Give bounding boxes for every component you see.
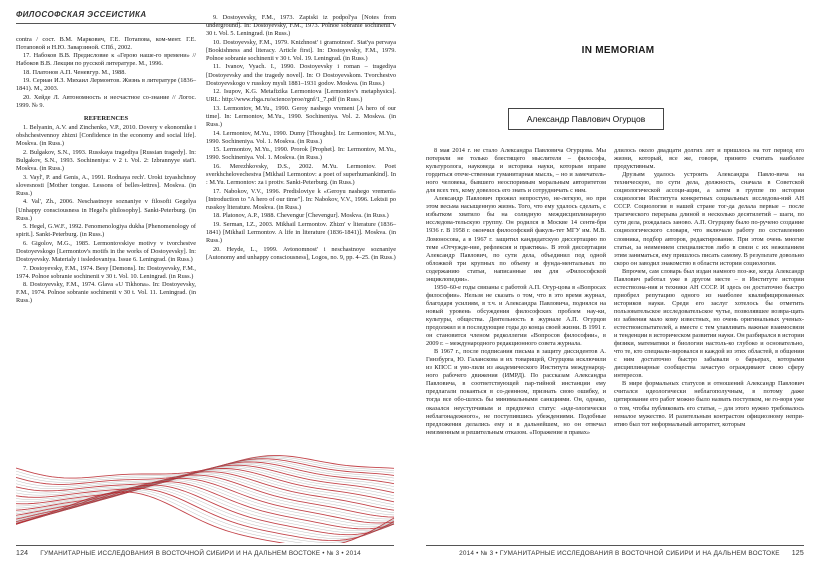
references-heading: REFERENCES bbox=[83, 115, 129, 123]
journal-title: ГУМАНИТАРНЫЕ ИССЛЕДОВАНИЯ В ВОСТОЧНОЙ СИБИРИ И НА ДАЛЬНЕМ ВОСТОКЕ • № 3 • 2014 bbox=[40, 550, 361, 557]
memoriam-text-1 bbox=[426, 147, 606, 437]
reference-item: 13. Lermontov, M.Yu., 1990. Geroy nashego vremeni [A hero of our time]. In: Lermontov, M.Yu., 1990. Sochineniya. Vol. 2. Moskva. (in Russ.) bbox=[206, 104, 396, 128]
page-number: 125 bbox=[791, 550, 804, 557]
right-page bbox=[410, 0, 820, 580]
reference-item: 17. Набоков В.В. Предисловие к «Герою наше-го времени» // Набоков В.В. Лекции по русской литературе. М., 1996. bbox=[16, 52, 196, 68]
reference-item: 2. Bulgakov, S.N., 1993. Russkaya tragediya [Russian tragedy]. In: Bulgakov, S.N., 1993. Sochineniya: v 2 t. Vol. 2: Izbrannyye stat'i. Moskva. (in Russ.) bbox=[16, 148, 196, 173]
right-column-2 bbox=[614, 147, 804, 429]
left-column-1 bbox=[16, 36, 196, 306]
right-column-1 bbox=[426, 147, 606, 437]
reference-item: 14. Lermontov, M.Yu., 1990. Dumy [Thoughts]. In: Lermontov, M.Yu., 1990. Sochineniya. Vol. 1. Moskva. (in Russ.) bbox=[206, 129, 396, 145]
footer-rule bbox=[426, 545, 804, 546]
reference-item: 20. Хейде Л. Автономность и несчастное со-знание // Логос. 1999. № 9. bbox=[16, 94, 196, 110]
wave-line bbox=[16, 476, 394, 519]
reference-item: 18. Platonov, A.P., 1988. Chevengur [Chevengur]. Moskva. (in Russ.) bbox=[213, 212, 389, 220]
reference-item: 20. Heyde, L., 1999. Avtonomnost' i neschastnoye soznaniye [Autonomy and unhappy consciousness], Logos, no. 9, pp. 4–25. (in Russ.) bbox=[206, 245, 396, 261]
paragraph: Александр Павлович прожил непростую, не-легкую, но при этом весьма насыщенную жизнь. Того, что ему удалось сделать, с избытком хватило бы на солидную междисциплинарную исследова-тельскую группу. Он родился в Москве 14 сентя-бря 1936 г. В 1958 г. окончил философский факуль-тет МГУ им. М.В. Ломоносова, а в 1967 г. защитил кандидатскую диссертацию по теме «Отчужде-ние, рефлексия и практика». В этой диссертации Александр Павлович, по сути дела, объединил под одной обложкой три крупных по объему и фунда-ментальных по содержанию статьи, написанные им для «Философской энциклопедии». bbox=[426, 195, 606, 283]
wave-line bbox=[16, 461, 394, 489]
reference-item: 16. Merezhkovsky, D.S., 2002. M.Yu. Lermontov. Poet sverkhchelovechestva [Mikhail Lermontov: a poet of superhumankind]. In : M.Yu. Lermontov: za i protiv. Sankt-Peterburg. (in Russ.) bbox=[206, 163, 396, 187]
reference-item: 6. Gigolov, M.G., 1985. Lermontovskiye motivy v tvorchestve Dostoyevskogo [Lermontov's motifs in the works of Dostoyevsky]. In: Dostoyevsky. Materialy i issledovaniya. Issue 6. Leningrad. (in Russ.) bbox=[16, 239, 196, 263]
page-number: 124 bbox=[16, 550, 29, 557]
decorative-wave-graphic bbox=[16, 398, 396, 543]
reference-item: 17. Nabokov, V.V., 1996. Predisloviye k «Geroyu nashego vremeni» [Introduction to "A hero of our time"]. In: Nabokov, V.V., 1996. Lektsii po russkoy literature. Moskva. (in Russ.) bbox=[206, 187, 396, 211]
journal-title: 2014 • № 3 • ГУМАНИТАРНЫЕ ИССЛЕДОВАНИЯ В ВОСТОЧНОЙ СИБИРИ И НА ДАЛЬНЕМ ВОСТОКЕ bbox=[459, 550, 780, 557]
left-footer bbox=[16, 550, 361, 557]
reference-item: 18. Платонов А.П. Ченевгур. М., 1988. bbox=[23, 68, 127, 76]
footer-rule bbox=[16, 545, 394, 546]
reference-item: 12. Isupov, K.G. Metafizika Lermontova [Lermontov's metaphysics]. URL: http://www.rhga.ru/science/proe/rgnf/1_7.pdf (in Russ.) bbox=[206, 88, 396, 104]
reference-item: 19. Сериан И.З. Михаил Лермонтов. Жизнь в литературе (1836–1841). М., 2003. bbox=[16, 77, 196, 93]
reference-item: 4. Val', Zh., 2006. Neschastnoye soznaniye v filosofii Gegelya [Unhappy consciousness in Hegel's philosophy]. Sankt-Peterburg. (in Russ.) bbox=[16, 198, 196, 222]
paragraph: длилось около двадцати долгих лет и пришлось на тот период его жизни, который, все же, говоря, принято считать наиболее продуктивным. bbox=[614, 147, 804, 171]
section-title: IN MEMORIAM bbox=[581, 45, 655, 56]
transliterated-references bbox=[16, 124, 196, 305]
reference-item: 19. Serman, I.Z., 2003. Mikhail Lermontov. Zhizn' v literature (1836–1841) [Mikhail Lermontov. A life in literature (1836-1841)]. Moskva. (in Russ.) bbox=[206, 221, 396, 245]
reference-item: 1. Belyanin, A.V. and Zinchenko, V.P., 2010. Dovery v ekonomike i obshchestvennoy zhizni [Confidence in the economy and social life]. Moskva. (in Russ.) bbox=[16, 124, 196, 148]
paragraph: Впрочем, сам словарь был издан намного поз-же, когда Александр Павлович работал уже в другом месте – в Институте истории естествозна-ния и техники АН СССР. И здесь он достаточно быстро приобрел репутацию одного из наиболее квалифицированных историков науки. Среди его заслуг хотелось бы отметить пользовательское исследовательское чутье, позволявшее возвра-щать из забвения мало кому известных, но очень оригинальных ученых-естествоиспытателей, а вместе с тем улавливать важные взаимосвязи и тенденции в историческом развитии науки. Он разбирался в истории физики, математики и биологии настоль-ко глубоко и основательно, что те, кто специали-зировался в каждой из этих областей, в общении с ним достаточно быстро забывали о барьерах, которыми дисциплинарные сообщества зачастую ограждивают свою сферу интересов. bbox=[614, 267, 804, 380]
paragraph: 8 мая 2014 г. не стало Александра Павловича Огурцова. Мы потеряли не только блестящего мыслителя – философа, культуролога, науковеда и историка науки, которым вправе гордиться отече-ственная гуманитарная мысль, – но и замечатель-ного человека, бывшего неоспоримым моральным авторитетом для всех тех, кому довелось его знать и сотрудничать с ним. bbox=[426, 147, 606, 195]
reference-item: 3. Vayl', P. and Genis, A., 1991. Rodnaya rech'. Uroki izyashchnoy slovesnosti [Mother tongue. Lessons of belles-lettres]. Moskva. (in Russ.) bbox=[16, 173, 196, 197]
memoriam-text-2 bbox=[614, 147, 804, 429]
russian-references-continued bbox=[16, 36, 196, 110]
transliterated-references-continued bbox=[206, 14, 396, 262]
paragraph: Друзьям удалось устроить Александра Павло-вича на техническую, по сути дела, должность, сначала в Советской социологической ассоци-ации, а затем в группе по истории социологии Института конкретных социальных исследова-ний АН СССР. Социология в нашей стране тог-да делала первые – после трагического перерыва длиной в несколько десятилетий – шаги, по сути дела, рождалась заново. А.П. Огурцову было по-ручено создание социологического словаря, что включало работу по составлению словника, подбор авторов, редактирование. При этом очень многие статьи, за неимением специалистов либо в связи с их нежеланием этим заниматься, ему пришлось писать самому. В результате довольно скоро он заводил знакомство в области истории социологии. bbox=[614, 171, 804, 267]
reference-item: 15. Lermontov, M.Yu., 1990. Prorok [Prophet]. In: Lermontov, M.Yu., 1990. Sochineniya. Vol. 1. Moskva. (in Russ.) bbox=[206, 146, 396, 162]
person-name-box: Александр Павлович Огурцов bbox=[508, 108, 664, 130]
reference-item: 10. Dostoyevsky, F.M., 1979. Knizhnost' i gramotnost'. Stat'ya pervaya [Bookishness and literacy. Article first]. In: Dostoyevsky, F.M., 1979. Polnoe sobranie sochinenii v 30 t. Vol. 19. Leningrad. (in Russ.) bbox=[206, 38, 396, 62]
reference-item: 11. Ivanov, Vyach. I., 1990. Dostoyevsky i roman – tragediya [Dostoyevsky and the tragedy novel]. In: O Dostoyevskom. Tvorchestvo Dostoyevskogo v russkoy mysli 1881–1931 godov. Moskva. (in Russ.) bbox=[206, 63, 396, 87]
running-head: ФИЛОСОФСКАЯ ЭССЕИСТИКА bbox=[16, 10, 147, 19]
paragraph: В мире формальных статусов и отношений Александр Павлович считался идеологически неблагополучным, в потому даже цитирование его работ можно было назвать поступком, не го-воря уже о том, чтобы публиковать его статьи, – для этого нужно требовалось немалое мужество. И разительным контрастом официозному непри-ятию был тот неформальный авторитет, которым bbox=[614, 380, 804, 428]
wave-line bbox=[16, 464, 394, 495]
reference-item: 7. Dostoyevsky, F.M., 1974. Besy [Demons]. In: Dostoyevsky, F.M., 1974. Polnoe sobranie sochinenii v 30 t. Vol. 10. Leningrad. (in Russ.) bbox=[16, 264, 196, 280]
reference-item: 8. Dostoyevsky, F.M., 1974. Glava «U Tikhona». In: Dostoyevsky, F.M., 1974. Polnoe sobranie sochinenii v 30 t. Vol. 11. Leningrad. (in Russ.) bbox=[16, 281, 196, 305]
wave-line bbox=[16, 487, 394, 538]
reference-item: 5. Hegel, G.W.F., 1992. Fenomenologiya dukha [Phenomenology of spirit.]. Sankt-Peterburg. (in Russ.) bbox=[16, 223, 196, 239]
paragraph: 1950–60-е годы связаны с работой А.П. Огур-цова в «Вопросах философии». Нельзя не сказать о том, что в это время журнал, благодаря усилиям, в т.ч. и Александра Павловича, поднялся на новый уровень обсуждения философских проблем нау-ки, культуры, общества. Деятельность в журнале А.П. Огурцов продолжил и в последующие годы до конца своей жизни. В 1991 г. он становится членом редколлегии «Вопросов философии», в 2009 г. – международного редакционного совета журнала. bbox=[426, 283, 606, 348]
reference-item: 9. Dostoyevsky, F.M., 1973. Zapiski iz podpol'ya [Notes from underground]. In: Dostoyevsky, F.M., 1973. Polnoe sobranie sochinenii v 30 t. Vol. 5. Leningrad. (in Russ.) bbox=[206, 14, 396, 38]
paragraph: В 1967 г., после подписания письма в защиту диссидентов А. Гинзбурга, Ю. Галанскова и их товарищей, Огурцова исключили из КПСС и уво-лили из академического Института международ-ного рабочего движения (ИМРД). По рассказам Александра Павловича, в соответствующей пар-тийной инстанции ему предлагали покаяться в со-деянном, признать свою ошибку, и тогда все обо-шлось бы минимальными санкциями. Он, однако, оказался неуступчивым и предпочел статус «иде-ологически неблагонадежного», не поступившись убеждениями. Подобные предложения делались ему и в дальнейшем, но он отвечал неизменным и решительным отказом. «Поражение в правах» bbox=[426, 348, 606, 436]
right-footer bbox=[426, 550, 804, 557]
left-column-2 bbox=[206, 14, 396, 263]
reference-item: contra / сост. В.М. Маркович, Г.Е. Потапова, ком-мент. Г.Е. Потаповой и Н.Ю. Заварзиной. СПб., 2002. bbox=[16, 36, 196, 52]
